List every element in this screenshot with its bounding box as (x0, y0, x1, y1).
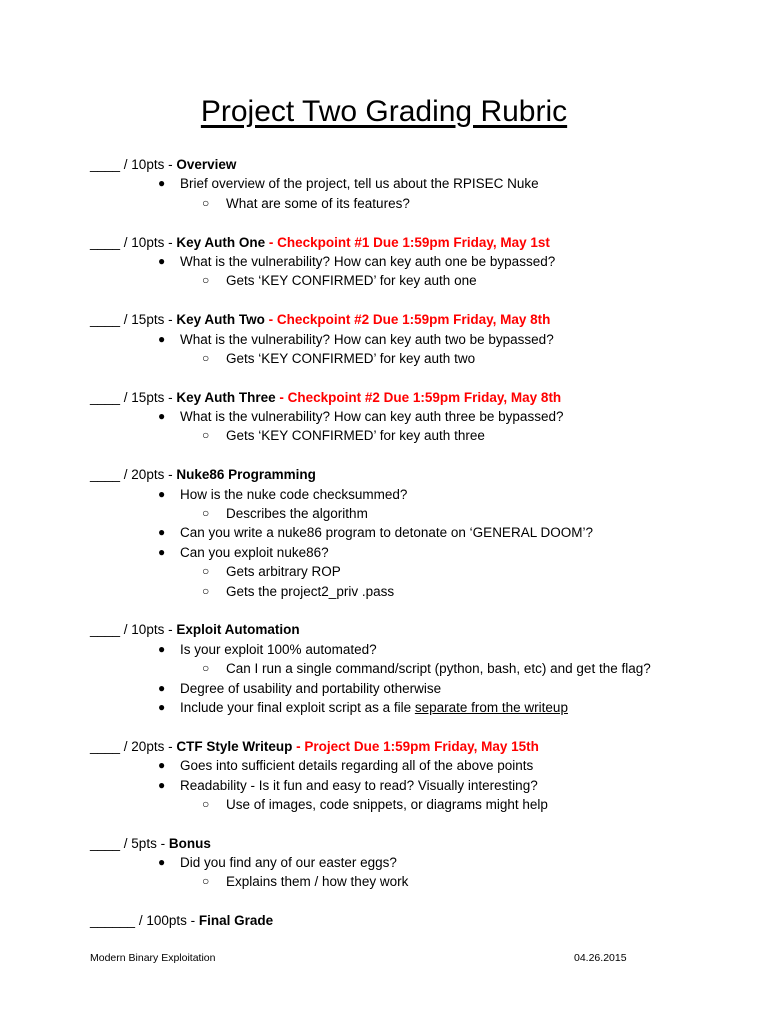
due-date: Project Due 1:59pm Friday, May 15th (304, 738, 539, 754)
sub-bullet-item (90, 426, 710, 445)
points-label: / 10pts - (120, 234, 177, 250)
bullet-item (90, 252, 710, 271)
bullet-circle-icon: ○ (202, 874, 210, 889)
item-text: Use of images, code snippets, or diagrams might help (226, 796, 548, 812)
bullet-item (90, 640, 710, 659)
bullet-dot-icon: ● (158, 409, 166, 424)
bullet-circle-icon: ○ (202, 195, 210, 210)
points-label: / 15pts - (120, 312, 177, 328)
section-name: Bonus (168, 835, 211, 851)
item-text: Describes the algorithm (226, 506, 368, 522)
bullet-circle-icon: ○ (202, 583, 210, 598)
sub-bullet-item (90, 194, 710, 213)
bullet-circle-icon: ○ (202, 796, 210, 811)
item-text: How is the nuke code checksummed? (180, 486, 408, 502)
item-text: Gets ‘KEY CONFIRMED’ for key auth two (226, 350, 476, 366)
underlined-text: separate from the writeup (414, 699, 568, 715)
item-text: Can you write a nuke86 program to detonate on ‘GENERAL DOOM’? (180, 525, 593, 541)
footer-course-name: Modern Binary Exploitation (90, 952, 216, 964)
bullet-dot-icon: ● (158, 699, 166, 714)
bullet-item (90, 543, 710, 562)
section-heading (90, 233, 710, 252)
bullet-dot-icon: ● (158, 525, 166, 540)
bullet-dot-icon: ● (158, 758, 166, 773)
item-text: Readability - Is it fun and easy to read? Visually interesting? (180, 777, 538, 793)
rubric-section (90, 155, 710, 213)
points-label: / 20pts - (120, 738, 177, 754)
section-name: Overview (176, 157, 237, 172)
item-text: Brief overview of the project, tell us about the RPISEC Nuke (180, 176, 539, 192)
due-separator: - (292, 738, 305, 754)
bullet-dot-icon: ● (158, 777, 166, 792)
points-label: / 20pts - (120, 467, 177, 483)
bullet-dot-icon: ● (158, 253, 166, 268)
bullet-item (90, 679, 710, 698)
bullet-circle-icon: ○ (202, 428, 210, 443)
bullet-circle-icon: ○ (202, 273, 210, 288)
bullet-dot-icon: ● (158, 855, 166, 870)
bullet-dot-icon: ● (158, 544, 166, 559)
item-text: Include your final exploit script as a file (180, 699, 415, 715)
score-blank: ____ (90, 157, 121, 172)
item-text: Gets ‘KEY CONFIRMED’ for key auth one (226, 273, 477, 289)
item-text: What is the vulnerability? How can key auth one be bypassed? (180, 253, 556, 269)
sub-bullet-item (90, 349, 710, 368)
item-text: What is the vulnerability? How can key auth three be bypassed? (180, 409, 564, 425)
item-text: Goes into sufficient details regarding all of the above points (180, 758, 534, 774)
points-label: / 10pts - (120, 157, 177, 172)
due-separator: - (264, 312, 277, 328)
section-name: Final Grade (198, 913, 274, 929)
bullet-item (90, 485, 710, 504)
bullet-circle-icon: ○ (202, 661, 210, 676)
item-text: Gets the project2_priv .pass (226, 583, 395, 599)
bullet-circle-icon: ○ (202, 506, 210, 521)
score-blank: ____ (90, 622, 121, 638)
sub-bullet-item (90, 659, 710, 678)
score-blank: ____ (90, 312, 121, 328)
item-text: Gets arbitrary ROP (226, 564, 341, 580)
score-blank: ______ (90, 913, 136, 929)
rubric-section (90, 911, 710, 930)
due-date: Checkpoint #2 Due 1:59pm Friday, May 8th (276, 312, 551, 328)
section-heading (90, 834, 710, 853)
item-text: Explains them / how they work (226, 874, 409, 890)
section-heading (90, 911, 710, 930)
points-label: / 5pts - (120, 835, 169, 851)
sub-bullet-item (90, 504, 710, 523)
sub-bullet-item (90, 582, 710, 601)
due-separator: - (265, 234, 278, 250)
bullet-item (90, 756, 710, 775)
section-name: Nuke86 Programming (176, 467, 316, 483)
bullet-circle-icon: ○ (202, 350, 210, 365)
points-label: / 100pts - (135, 913, 199, 929)
footer-date: 04.26.2015 (574, 952, 627, 964)
section-heading (90, 388, 710, 407)
points-label: / 15pts - (120, 389, 177, 405)
section-heading (90, 620, 710, 639)
section-heading (90, 465, 710, 484)
rubric-section (90, 737, 710, 815)
page-title: Project Two Grading Rubric (200, 95, 568, 128)
bullet-dot-icon: ● (158, 641, 166, 656)
score-blank: ____ (90, 467, 121, 483)
rubric-content (90, 155, 710, 950)
item-text: Did you find any of our easter eggs? (180, 855, 397, 871)
bullet-item (90, 776, 710, 795)
due-date: Checkpoint #1 Due 1:59pm Friday, May 1st (277, 234, 550, 250)
item-text: Degree of usability and portability otherwise (180, 680, 442, 696)
item-text: What are some of its features? (226, 195, 410, 211)
score-blank: ____ (90, 835, 121, 851)
bullet-dot-icon: ● (158, 176, 166, 191)
points-label: / 10pts - (120, 622, 177, 638)
bullet-item (90, 407, 710, 426)
sub-bullet-item (90, 795, 710, 814)
bullet-dot-icon: ● (158, 486, 166, 501)
item-text: Can I run a single command/script (python, bash, etc) and get the flag? (226, 661, 651, 677)
bullet-circle-icon: ○ (202, 564, 210, 579)
item-text: Can you exploit nuke86? (180, 544, 329, 560)
rubric-section (90, 834, 710, 892)
due-date: Checkpoint #2 Due 1:59pm Friday, May 8th (287, 389, 562, 405)
section-name: Key Auth Two (176, 312, 265, 328)
score-blank: ____ (90, 738, 121, 754)
section-heading (90, 310, 710, 329)
section-name: Key Auth Three (176, 389, 276, 405)
sub-bullet-item (90, 271, 710, 290)
bullet-dot-icon: ● (158, 331, 166, 346)
rubric-section (90, 310, 710, 368)
section-heading (90, 737, 710, 756)
rubric-section (90, 388, 710, 446)
bullet-dot-icon: ● (158, 680, 166, 695)
section-name: CTF Style Writeup (176, 738, 293, 754)
rubric-section (90, 620, 710, 717)
sub-bullet-item (90, 562, 710, 581)
section-heading (90, 155, 710, 174)
bullet-item (90, 330, 710, 349)
sub-bullet-item (90, 872, 710, 891)
score-blank: ____ (90, 389, 121, 405)
due-separator: - (275, 389, 288, 405)
section-name: Exploit Automation (176, 622, 300, 638)
rubric-section (90, 465, 710, 601)
bullet-item (90, 698, 710, 717)
rubric-section (90, 233, 710, 291)
score-blank: ____ (90, 234, 121, 250)
item-text: Gets ‘KEY CONFIRMED’ for key auth three (226, 428, 485, 444)
section-name: Key Auth One (176, 234, 266, 250)
item-text: Is your exploit 100% automated? (180, 641, 377, 657)
bullet-item (90, 853, 710, 872)
bullet-item (90, 174, 710, 193)
bullet-item (90, 523, 710, 542)
item-text: What is the vulnerability? How can key auth two be bypassed? (180, 331, 554, 347)
